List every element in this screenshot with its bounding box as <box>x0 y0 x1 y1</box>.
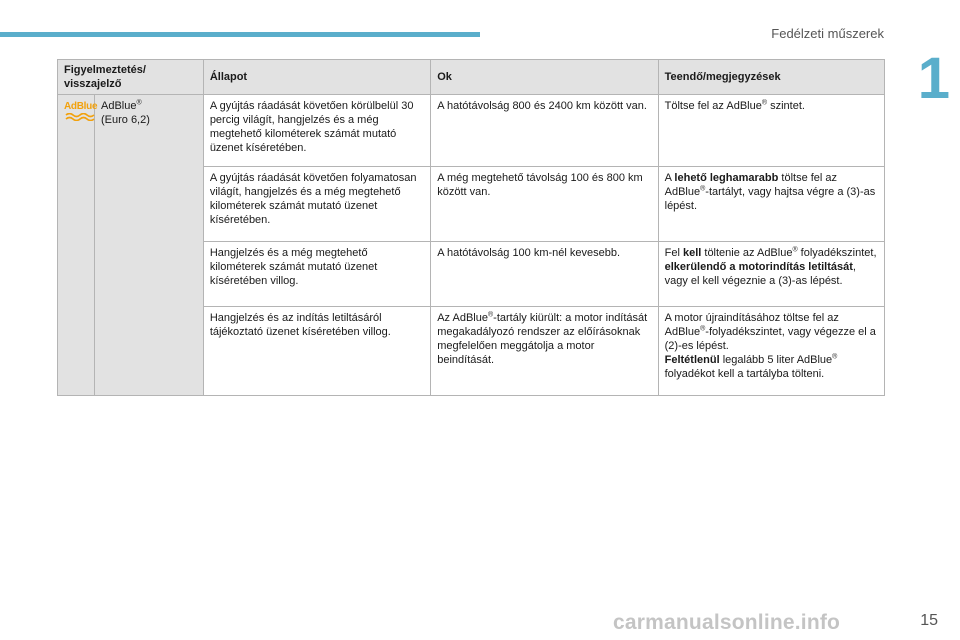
action-cell: Fel kell töltenie az AdBlue® folyadékszintet, elkerülendő a motorindítás letiltását, vagy el kell végeznie a (3)-as lépést. <box>658 242 884 307</box>
state-cell: Hangjelzés és a még megtehető kilométerek számát mutató üzenet kíséretében villog. <box>203 242 430 307</box>
adblue-icon-text: AdBlue <box>64 101 98 112</box>
registered-mark: ® <box>136 99 142 107</box>
cause-cell: A még megtehető távolság 100 és 800 km között van. <box>431 167 658 242</box>
indicator-icon-cell <box>58 95 98 396</box>
header-action: Teendő/megjegyzések <box>658 60 884 95</box>
chapter-number: 1 <box>917 46 950 111</box>
page-number: 15 <box>920 612 938 629</box>
action-cell: A motor újraindításához töltse fel az AdBlue®-folyadékszintet, vagy végezze el a (2)-es lépést. Feltétlenül legalább 5 liter AdBlue® folyadékot kell a tartályba tölteni. <box>658 307 884 396</box>
state-cell: A gyújtás ráadását követően folyamatosan világít, hangjelzés és a még megtehető kilométerek számát mutató üzenet kíséretében. <box>203 167 430 242</box>
table-header-row <box>58 60 885 95</box>
header-indicator: Figyelmeztetés/ visszajelző <box>58 60 204 95</box>
cause-cell: Az AdBlue®-tartály kiürült: a motor indítását megakadályozó rendszer az előírásoknak megfelelően meggátolja a motor beindítását. <box>431 307 658 396</box>
cause-cell: A hatótávolság 800 és 2400 km között van. <box>431 95 658 167</box>
table-row <box>58 95 885 167</box>
action-cell: A lehető leghamarabb töltse fel az AdBlue®-tartályt, vagy hajtsa végre a (3)-as lépést. <box>658 167 884 242</box>
header-accent-bar <box>0 32 480 37</box>
section-title: Fedélzeti műszerek <box>771 26 884 41</box>
state-cell: Hangjelzés és az indítás letiltásáról tájékoztató üzenet kíséretében villog. <box>203 307 430 396</box>
indicator-subname: (Euro 6,2) <box>100 114 150 126</box>
wave-icon <box>65 113 95 121</box>
cause-cell: A hatótávolság 100 km-nél kevesebb. <box>431 242 658 307</box>
state-cell: A gyújtás ráadását követően körülbelül 30 percig világít, hangjelzés és a még megtehető kilométerek számát mutató üzenet kíséretében. <box>203 95 430 167</box>
indicator-name-cell <box>94 95 203 396</box>
action-cell: Töltse fel az AdBlue® szintet. <box>658 95 884 167</box>
header-cause: Ok <box>431 60 658 95</box>
warning-table <box>57 59 885 396</box>
indicator-name: AdBlue <box>100 100 137 112</box>
adblue-warning-icon <box>64 101 96 123</box>
watermark: carmanualsonline.info <box>613 611 841 634</box>
header-state: Állapot <box>203 60 430 95</box>
